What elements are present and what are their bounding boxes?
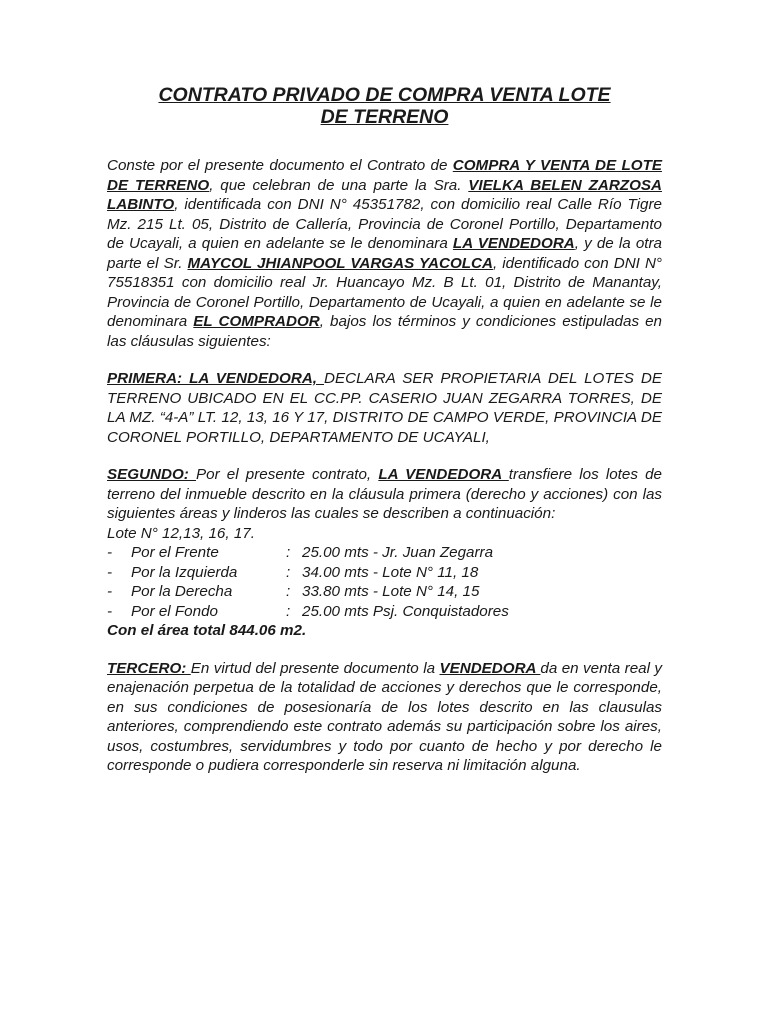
lindero-colon: : [286,583,291,600]
lindero-value: 25.00 mts Psj. Conquistadores [302,602,509,620]
paragraph-gap [107,447,662,465]
lindero-row [107,563,662,583]
total-area: Con el área total 844.06 m2. [107,622,307,639]
paragraph-gap [107,641,662,659]
lindero-label: Por la Izquierda [131,563,238,581]
contract-type: COMPRA Y VENTA DE LOTE DE TERRENO [107,157,662,194]
clause-segundo-text-1: Por el presente contrato, [196,466,379,483]
lindero-label: Por el Frente [131,544,219,561]
document-title [107,84,662,128]
intro-text-1: Conste por el presente documento el Contrato de [107,157,453,174]
intro-text-5: , identificado con DNI N° 75518351 con domicilio real Jr. Huancayo Mz. B Lt. 01, Distrito de Manantay, Provincia de Coronel Portillo, Departamento de Ucayali, a quien en adelante se le denominara [107,254,662,330]
lote-numbers: Lote N° 12,13, 16, 17. [107,524,255,542]
title-line-2: DE TERRENO [320,106,449,128]
intro-text-3: , identificada con DNI N° 45351782, con domicilio real Calle Río Tigre Mz. 215 Lt. 05, Distrito de Callería, Provincia de Coronel Portillo, Departamento de Ucayali, a quien en adelante se le denominara [107,196,662,252]
title-line-1: CONTRATO PRIVADO DE COMPRA VENTA LOTE [158,84,611,106]
lindero-colon: : [286,544,291,561]
intro-paragraph [107,156,662,351]
lindero-row [107,602,662,622]
lindero-label: Por la Derecha [131,583,233,600]
clause-tercero-text-2: da en venta real y enajenación perpetua de la totalidad de acciones y derechos que le corresponde, en sus condiciones de posesionaría de los lotes descrito en las clausulas anteriores, comprendiendo este contrato además su participación sobre los aires, usos, costumbres, servidumbres y todo por cuanto de hecho y por derecho le corresponde o pudiera corresponderle sin reserva ni limitación alguna. [107,659,663,774]
lindero-dash: - [107,544,113,561]
lindero-dash: - [107,583,113,600]
lindero-row [107,582,662,602]
intro-text-4: , y de la otra parte el Sr. [107,235,662,272]
lindero-dash: - [107,602,113,620]
lindero-row [107,543,662,563]
lindero-label: Por el Fondo [131,602,218,620]
clause-tercero-heading: TERCERO: [107,659,191,677]
clause-primera-heading: PRIMERA: LA VENDEDORA, [107,370,325,387]
clause-primera-text: DECLARA SER PROPIETARIA DEL LOTES DE TERRENO UBICADO EN EL CC.PP. CASERIO JUAN ZEGARRA TORRES, DE LA MZ. “4-A” LT. 12, 13, 16 Y 17, DISTRITO DE CAMPO VERDE, PROVINCIA DE CORONEL PORTILLO, DEPARTAMENTO DE UCAYALI, [107,370,662,446]
intro-text-2: , que celebran de una parte la Sra. [209,176,469,194]
clause-primera [107,369,662,447]
lindero-value: 34.00 mts - Lote N° 11, 18 [302,563,479,581]
buyer-role: EL COMPRADOR [193,313,320,330]
clause-tercero-seller: VENDEDORA [439,659,541,677]
clause-segundo-seller: LA VENDEDORA [378,466,509,483]
clause-tercero-text-1: En virtud del presente documento la [190,659,440,677]
linderos-list [107,543,662,621]
paragraph-gap [107,351,662,369]
intro-text-6: , bajos los términos y condiciones estipuladas en las cláusulas siguientes: [107,313,663,350]
lindero-value: 25.00 mts - Jr. Juan Zegarra [302,544,494,561]
clause-segundo-text-2: transfiere los lotes de terreno del inmueble descrito en la cláusula primera (derecho y acciones) con las siguientes áreas y linderos las cuales se describen a continuación: [107,466,662,522]
lindero-colon: : [286,563,291,581]
clause-segundo [107,465,662,524]
seller-name: VIELKA BELEN ZARZOSA LABINTO [107,176,662,213]
lindero-colon: : [286,602,291,620]
seller-role: LA VENDEDORA [452,235,575,252]
lindero-value: 33.80 mts - Lote N° 14, 15 [302,583,480,600]
clause-tercero [107,659,662,776]
document-page [107,84,662,776]
lindero-dash: - [107,563,113,581]
clause-segundo-heading: SEGUNDO: [107,466,197,483]
buyer-name: MAYCOL JHIANPOOL VARGAS YACOLCA [187,254,493,272]
